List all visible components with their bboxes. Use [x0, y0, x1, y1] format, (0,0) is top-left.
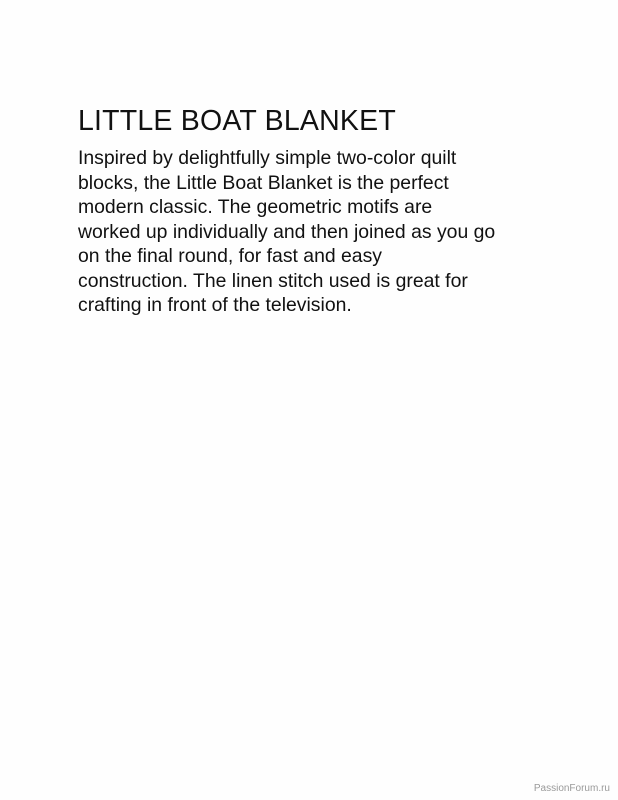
page-title: LITTLE BOAT BLANKET — [78, 105, 396, 137]
description-line: crafting in front of the television. — [78, 294, 352, 316]
description-line: Inspired by delightfully simple two-color quilt — [78, 147, 457, 169]
description-line: on the final round, for fast and easy — [78, 245, 382, 267]
description-line: worked up individually and then joined as you go — [78, 220, 496, 243]
description-line: blocks, the Little Boat Blanket is the perfect — [78, 171, 449, 194]
description-line: modern classic. The geometric motifs are — [78, 196, 433, 218]
description-line: construction. The linen stitch used is great for — [78, 269, 468, 292]
description-paragraph — [78, 146, 578, 318]
watermark-text: PassionForum.ru — [533, 783, 610, 794]
